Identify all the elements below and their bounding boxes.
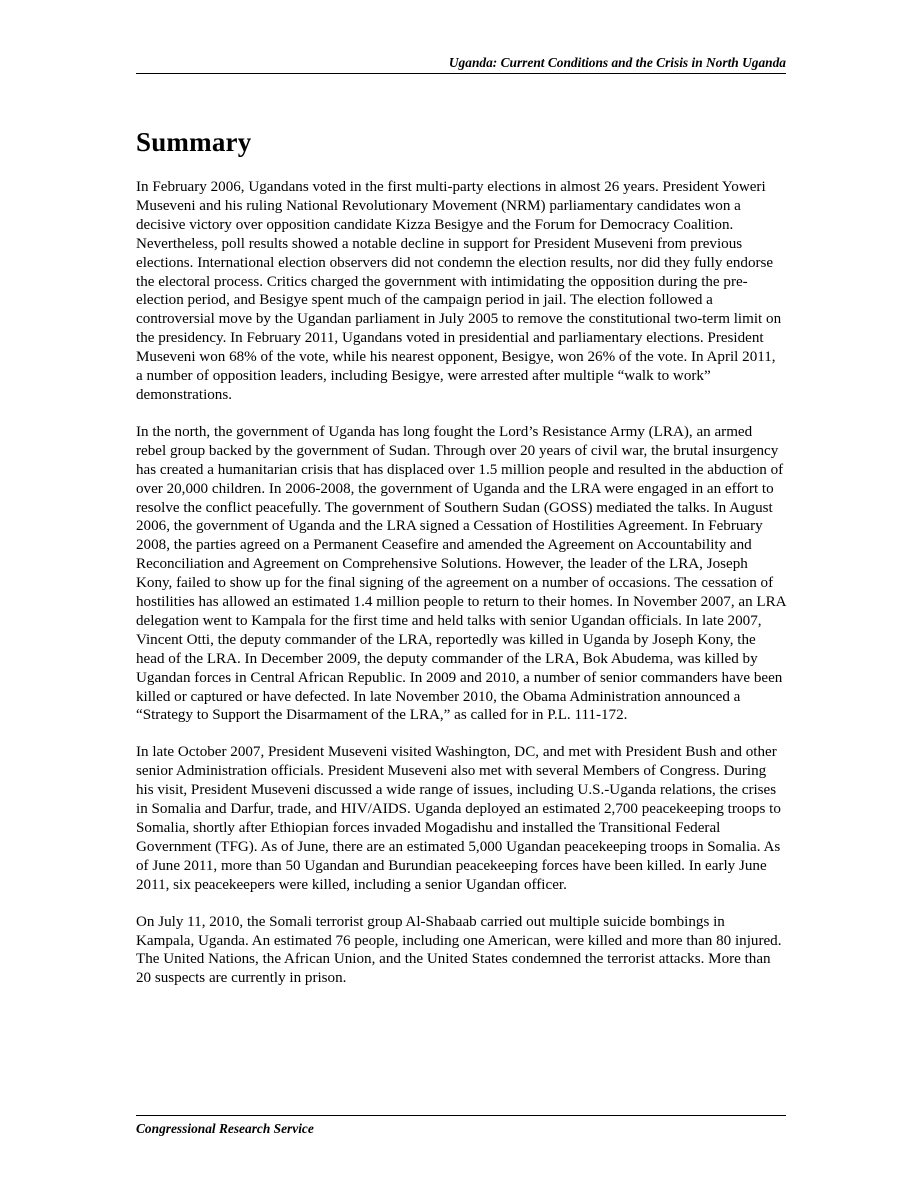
footer-rule <box>136 1115 786 1116</box>
paragraph-elections: In February 2006, Ugandans voted in the first multi-party elections in almost 26 years. President Yoweri Museveni and his ruling National Revolutionary Movement (NRM) parliamentary candidates won a decisive victory over opposition candidate Kizza Besigye and the Forum for Democracy Coalition. Nevertheless, poll results showed a notable decline in support for President Museveni from previous elections. International election observers did not condemn the election results, nor did they fully endorse the electoral process. Critics charged the government with intimidating the opposition during the pre-election period, and Besigye spent much of the campaign period in jail. The election followed a controversial move by the Ugandan parliament in July 2005 to remove the constitutional two-term limit on the presidency. In February 2011, Ugandans voted in presidential and parliamentary elections. President Museveni won 68% of the vote, while his nearest opponent, Besigye, won 26% of the vote. In April 2011, a number of opposition leaders, including Besigye, were arrested after multiple “walk to work” demonstrations. <box>136 179 782 403</box>
paragraph-kampala-bombings: On July 11, 2010, the Somali terrorist group Al-Shabaab carried out multiple suicide bombings in Kampala, Uganda. An estimated 76 people, including one American, were killed and more than 80 injured. The United Nations, the African Union, and the United States condemned the terrorist attacks. More than 20 suspects are currently in prison. <box>136 913 782 987</box>
running-header: Uganda: Current Conditions and the Crisis in North Uganda <box>448 55 786 70</box>
paragraph-washington-visit: In late October 2007, President Museveni visited Washington, DC, and met with President Bush and other senior Administration officials. President Museveni also met with several Members of Congress. During his visit, President Museveni discussed a wide range of issues, including U.S.-Uganda relations, the crises in Somalia and Darfur, trade, and HIV/AIDS. Uganda deployed an estimated 2,700 peacekeeping troops to Somalia, shortly after Ethiopian forces invaded Mogadishu and installed the Transitional Federal Government (TFG). As of June, there are an estimated 5,000 Ugandan peacekeeping troops in Somalia. As of June 2011, more than 50 Ugandan and Burundian peacekeeping forces have been killed. In early June 2011, six peacekeepers were killed, including a senior Ugandan officer. <box>136 744 781 893</box>
running-footer: Congressional Research Service <box>136 1121 314 1136</box>
paragraph-lra-conflict: In the north, the government of Uganda has long fought the Lord’s Resistance Army (LRA), an armed rebel group backed by the government of Sudan. Through over 20 years of civil war, the brutal insurgency has created a humanitarian crisis that has displaced over 1.5 million people and resulted in the abduction of over 20,000 children. In 2006-2008, the government of Uganda and the LRA were engaged in an effort to resolve the conflict peacefully. The government of Southern Sudan (GOSS) mediated the talks. In August 2006, the government of Uganda and the LRA signed a Cessation of Hostilities Agreement. In February 2008, the parties agreed on a Permanent Ceasefire and amended the Agreement on Accountability and Reconciliation and Agreement on Comprehensive Solutions. However, the leader of the LRA, Joseph Kony, failed to show up for the final signing of the agreement on a number of occasions. The cessation of hostilities has allowed an estimated 1.4 million people to return to their homes. In November 2007, an LRA delegation went to Kampala for the first time and held talks with senior Ugandan officials. In late 2007, Vincent Otti, the deputy commander of the LRA, reportedly was killed in Uganda by Joseph Kony, the head of the LRA. In December 2009, the deputy commander of the LRA, Bok Abudema, was killed by Ugandan forces in Central African Republic. In 2009 and 2010, a number of senior commanders have been killed or captured or have defected. In late November 2010, the Obama Administration announced a “Strategy to Support the Disarmament of the LRA,” as called for in P.L. 111-172. <box>136 423 786 724</box>
header-rule <box>136 73 786 74</box>
body-text <box>136 178 786 1006</box>
page-title: Summary <box>136 127 252 157</box>
